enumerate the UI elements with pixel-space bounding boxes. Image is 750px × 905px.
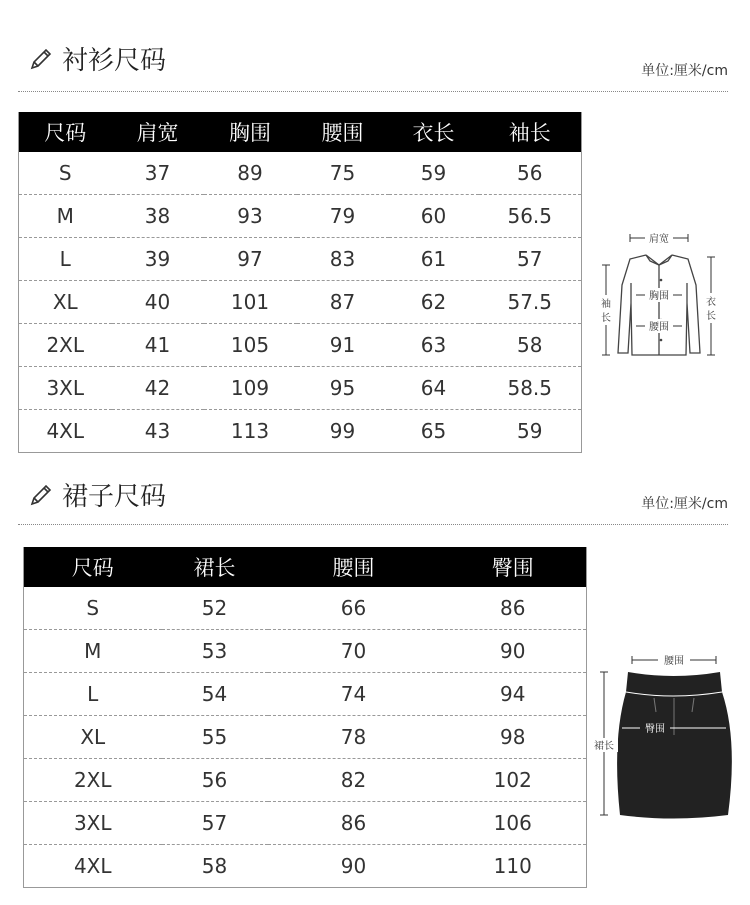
shirt-table-cell: 59: [389, 152, 479, 195]
shirt-body: [19, 152, 582, 453]
shirt-table-cell: 59: [479, 410, 582, 453]
skirt-table-cell: 52: [162, 587, 268, 630]
skirt-table-cell: 74: [268, 673, 440, 716]
shirt-table-cell: 37: [112, 152, 204, 195]
skirt-table-cell: XL: [24, 716, 162, 759]
shirt-table-cell: 41: [112, 324, 204, 367]
skirt-table-cell: 55: [162, 716, 268, 759]
skirt-table-cell: 56: [162, 759, 268, 802]
skirt-table-cell: 90: [268, 845, 440, 888]
shirt-table-cell: 42: [112, 367, 204, 410]
table-row: [19, 238, 582, 281]
shirt-table-cell: 83: [297, 238, 389, 281]
skirt-table-cell: S: [24, 587, 162, 630]
skirt-diagram-hip: 臀围: [645, 724, 665, 735]
skirt-body: [24, 587, 587, 888]
skirt-table-cell: 94: [440, 673, 587, 716]
skirt-header-cell: 臀围: [440, 547, 587, 587]
shirt-table-cell: 63: [389, 324, 479, 367]
table-row: [24, 630, 587, 673]
skirt-divider: [18, 524, 728, 525]
skirt-table-cell: 106: [440, 802, 587, 845]
shirt-table-cell: 109: [204, 367, 297, 410]
table-row: [24, 802, 587, 845]
shirt-table-cell: 39: [112, 238, 204, 281]
shirt-table-cell: 58.5: [479, 367, 582, 410]
table-row: [24, 716, 587, 759]
shirt-table-cell: 95: [297, 367, 389, 410]
shirt-diagram: [598, 225, 723, 374]
shirt-table-cell: 97: [204, 238, 297, 281]
skirt-table-cell: 102: [440, 759, 587, 802]
skirt-table-cell: 66: [268, 587, 440, 630]
pencil-icon: [28, 482, 54, 508]
skirt-table-cell: 86: [440, 587, 587, 630]
shirt-diagram-waist: 腰围: [649, 322, 669, 333]
skirt-header-cell: 裙长: [162, 547, 268, 587]
shirt-table-cell: 58: [479, 324, 582, 367]
shirt-table-cell: 99: [297, 410, 389, 453]
skirt-header-cell: 尺码: [24, 547, 162, 587]
skirt-diagram-waist: 腰围: [664, 656, 684, 667]
shirt-table-cell: 91: [297, 324, 389, 367]
shirt-table-cell: 56: [479, 152, 582, 195]
shirt-table-cell: 64: [389, 367, 479, 410]
shirt-header-row: [19, 112, 582, 152]
skirt-table-cell: 3XL: [24, 802, 162, 845]
shirt-diagram-length-b: 长: [706, 311, 716, 322]
shirt-table-cell: 38: [112, 195, 204, 238]
skirt-header-cell: 腰围: [268, 547, 440, 587]
skirt-table-cell: 70: [268, 630, 440, 673]
shirt-header-cell: 肩宽: [112, 112, 204, 152]
pencil-icon: [28, 46, 54, 72]
table-row: [24, 673, 587, 716]
shirt-diagram-length-a: 衣: [706, 297, 716, 308]
shirt-table-cell: 101: [204, 281, 297, 324]
shirt-table-cell: 87: [297, 281, 389, 324]
skirt-table-cell: 110: [440, 845, 587, 888]
shirt-table-cell: 40: [112, 281, 204, 324]
shirt-table-cell: 93: [204, 195, 297, 238]
shirt-section-title: [28, 40, 166, 77]
shirt-divider: [18, 91, 728, 92]
shirt-title: 衬衫尺码: [62, 46, 167, 76]
shirt-table-cell: 79: [297, 195, 389, 238]
shirt-size-table: [18, 112, 582, 453]
shirt-table-cell: S: [19, 152, 112, 195]
shirt-table-cell: 57: [479, 238, 582, 281]
skirt-table-cell: 86: [268, 802, 440, 845]
skirt-table-cell: 98: [440, 716, 587, 759]
skirt-table-cell: 2XL: [24, 759, 162, 802]
shirt-table-cell: 60: [389, 195, 479, 238]
shirt-diagram-shoulder: 肩宽: [649, 234, 669, 245]
skirt-table-cell: 78: [268, 716, 440, 759]
skirt-table-cell: 54: [162, 673, 268, 716]
shirt-diagram-chest: 胸围: [649, 291, 669, 302]
shirt-header-cell: 尺码: [19, 112, 112, 152]
table-row: [19, 281, 582, 324]
table-row: [24, 845, 587, 888]
shirt-table-cell: 57.5: [479, 281, 582, 324]
shirt-diagram-sleeve-b: 长: [601, 313, 611, 324]
shirt-table-cell: 4XL: [19, 410, 112, 453]
table-row: [19, 324, 582, 367]
skirt-illustration: [588, 650, 738, 825]
shirt-diagram-sleeve-a: 袖: [601, 299, 611, 310]
shirt-table-cell: 62: [389, 281, 479, 324]
shirt-table-cell: XL: [19, 281, 112, 324]
shirt-table-cell: 3XL: [19, 367, 112, 410]
shirt-table-cell: 61: [389, 238, 479, 281]
skirt-table-cell: M: [24, 630, 162, 673]
skirt-diagram: [588, 650, 738, 829]
shirt-header-cell: 胸围: [204, 112, 297, 152]
table-row: [19, 367, 582, 410]
shirt-table-cell: 56.5: [479, 195, 582, 238]
skirt-size-table: [23, 547, 587, 888]
skirt-title: 裙子尺码: [62, 482, 167, 512]
shirt-header-cell: 腰围: [297, 112, 389, 152]
table-row: [19, 152, 582, 195]
skirt-table-cell: 82: [268, 759, 440, 802]
shirt-table-cell: M: [19, 195, 112, 238]
shirt-table-cell: 2XL: [19, 324, 112, 367]
shirt-table-cell: L: [19, 238, 112, 281]
table-row: [19, 410, 582, 453]
shirt-table-cell: 89: [204, 152, 297, 195]
shirt-table-cell: 43: [112, 410, 204, 453]
shirt-table-cell: 113: [204, 410, 297, 453]
shirt-illustration: [598, 225, 723, 370]
skirt-diagram-length: 裙长: [594, 741, 614, 752]
shirt-table-cell: 105: [204, 324, 297, 367]
shirt-table-cell: 75: [297, 152, 389, 195]
table-row: [19, 195, 582, 238]
shirt-header-cell: 衣长: [389, 112, 479, 152]
table-row: [24, 759, 587, 802]
skirt-header-row: [24, 547, 587, 587]
shirt-table-cell: 65: [389, 410, 479, 453]
skirt-unit: 单位:厘米/cm: [641, 496, 728, 512]
shirt-unit: 单位:厘米/cm: [641, 63, 728, 79]
skirt-table-cell: 90: [440, 630, 587, 673]
skirt-table-cell: 58: [162, 845, 268, 888]
table-row: [24, 587, 587, 630]
skirt-table-cell: 53: [162, 630, 268, 673]
skirt-table-cell: 57: [162, 802, 268, 845]
skirt-table-cell: L: [24, 673, 162, 716]
shirt-header-cell: 袖长: [479, 112, 582, 152]
skirt-table-cell: 4XL: [24, 845, 162, 888]
skirt-section-title: [28, 476, 166, 513]
